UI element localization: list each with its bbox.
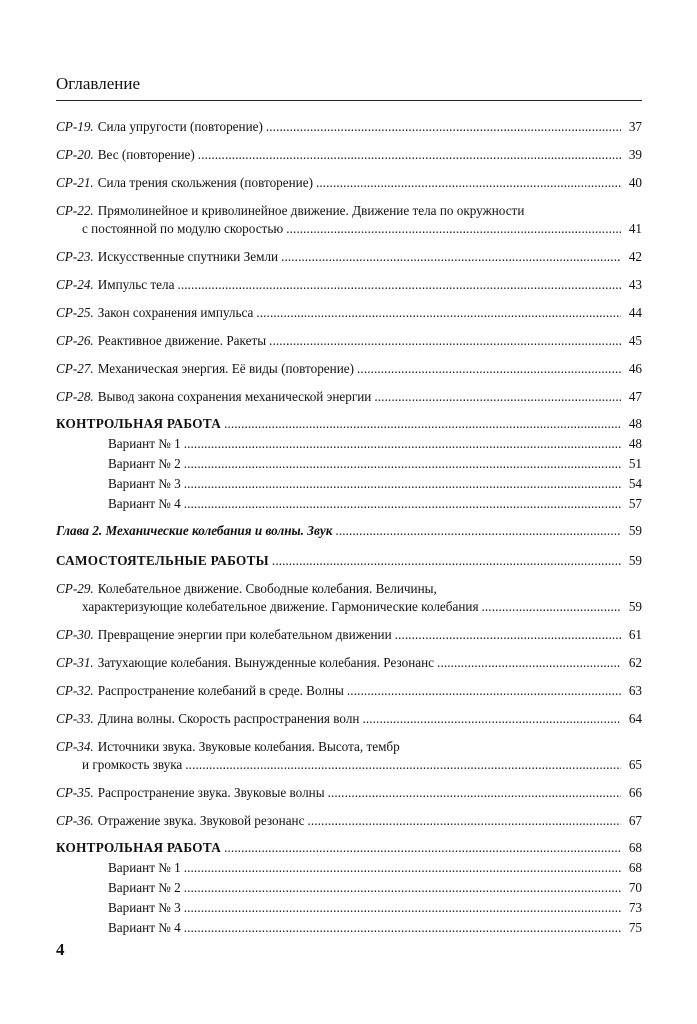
chapter-title: Глава 2. Механические колебания и волны. Звук (56, 523, 333, 538)
toc-entry-page: 37 (628, 119, 642, 134)
dot-leader (184, 899, 621, 917)
dot-leader (316, 174, 621, 192)
toc-entry-title: характеризующие колебательное движение. Гармонические колебания (82, 599, 479, 614)
toc-entry-page: 48 (628, 436, 642, 451)
variant-title: Вариант № 4 (108, 920, 181, 935)
dot-leader (335, 522, 621, 540)
toc-entry-page: 57 (628, 496, 642, 511)
toc-entry-page: 63 (628, 683, 642, 698)
toc-entry-page: 65 (628, 757, 642, 772)
toc-entry-page: 47 (628, 389, 642, 404)
toc-entry[interactable] (56, 455, 642, 473)
toc-entry-page: 59 (628, 523, 642, 538)
toc-entry-title: Искусственные спутники Земли (97, 249, 279, 264)
dot-leader (184, 859, 621, 877)
toc-entry-title: Закон сохранения импульса (97, 305, 254, 320)
variant-title: Вариант № 3 (108, 900, 181, 915)
dot-leader (266, 118, 621, 136)
toc-entry-page: 44 (628, 305, 642, 320)
toc-entry[interactable] (56, 859, 642, 877)
toc-entry-code: СР-28. (56, 389, 94, 404)
toc-entry-code: СР-21. (56, 175, 94, 190)
toc-entry-page: 54 (628, 476, 642, 491)
toc-entry-page: 67 (628, 813, 642, 828)
toc-entry[interactable] (56, 495, 642, 513)
toc-entry-code: СР-19. (56, 119, 94, 134)
toc-entry-code: СР-30. (56, 627, 94, 642)
toc-entry-title: Колебательное движение. Свободные колебания. Величины, (97, 581, 437, 596)
dot-leader (184, 455, 621, 473)
dot-leader (482, 598, 621, 616)
toc-entry-page: 39 (628, 147, 642, 162)
toc-entry-title: Распространение звука. Звуковые волны (97, 785, 325, 800)
toc-entry-title: с постоянной по модулю скоростью (82, 221, 284, 236)
toc-entry-page: 70 (628, 880, 642, 895)
toc-entry-title: Превращение энергии при колебательном движении (97, 627, 392, 642)
toc-entry-page: 68 (628, 840, 642, 855)
dot-leader (184, 879, 621, 897)
toc-entry[interactable] (56, 839, 642, 857)
toc-entry-page: 45 (628, 333, 642, 348)
dot-leader (437, 654, 621, 672)
toc-entry-code: СР-33. (56, 711, 94, 726)
toc-entry[interactable] (56, 919, 642, 937)
toc-entry[interactable] (56, 360, 642, 378)
toc-entry-title: Отражение звука. Звуковой резонанс (97, 813, 305, 828)
page-header-title: Оглавление (56, 74, 140, 93)
toc-entry-title: Длина волны. Скорость распространения волн (97, 711, 360, 726)
toc-entry-page: 62 (628, 655, 642, 670)
toc-entry[interactable] (56, 522, 642, 540)
variant-title: Вариант № 2 (108, 456, 181, 471)
section-heading: САМОСТОЯТЕЛЬНЫЕ РАБОТЫ (56, 553, 269, 568)
dot-leader (307, 812, 621, 830)
toc-entry-page: 73 (628, 900, 642, 915)
variant-title: Вариант № 3 (108, 476, 181, 491)
toc-entry-page: 66 (628, 785, 642, 800)
dot-leader (185, 756, 621, 774)
toc-entry-code: СР-34. (56, 739, 94, 754)
table-of-contents (56, 118, 642, 937)
dot-leader (177, 276, 621, 294)
toc-entry[interactable] (56, 415, 642, 433)
page-number: 4 (56, 940, 65, 959)
dot-leader (198, 146, 621, 164)
toc-entry-page: 68 (628, 860, 642, 875)
variant-title: Вариант № 1 (108, 860, 181, 875)
toc-entry[interactable] (56, 146, 642, 164)
toc-entry-title: Прямолинейное и криволинейное движение. Движение тела по окружности (97, 203, 525, 218)
toc-entry-page: 61 (628, 627, 642, 642)
dot-leader (362, 710, 621, 728)
toc-entry-page: 41 (628, 221, 642, 236)
toc-entry-code: СР-20. (56, 147, 94, 162)
toc-entry-title: Источники звука. Звуковые колебания. Высота, тембр (97, 739, 400, 754)
toc-entry-code: СР-32. (56, 683, 94, 698)
toc-entry-title: Распространение колебаний в среде. Волны (97, 683, 344, 698)
toc-entry-code: СР-29. (56, 581, 94, 596)
toc-entry-page: 75 (628, 920, 642, 935)
toc-entry-title: Вес (повторение) (97, 147, 195, 162)
dot-leader (224, 839, 621, 857)
toc-entry-title: Реактивное движение. Ракеты (97, 333, 267, 348)
toc-entry-code: СР-26. (56, 333, 94, 348)
toc-entry-page: 46 (628, 361, 642, 376)
toc-entry-code: СР-23. (56, 249, 94, 264)
toc-entry[interactable] (56, 475, 642, 493)
toc-entry-code: СР-25. (56, 305, 94, 320)
header-rule (56, 100, 642, 101)
toc-entry[interactable] (56, 118, 642, 136)
dot-leader (286, 220, 621, 238)
toc-entry[interactable] (56, 812, 642, 830)
toc-entry-page: 40 (628, 175, 642, 190)
toc-entry-code: СР-31. (56, 655, 94, 670)
toc-entry[interactable] (56, 388, 642, 406)
toc-entry-code: СР-35. (56, 785, 94, 800)
section-heading: КОНТРОЛЬНАЯ РАБОТА (56, 840, 222, 855)
toc-entry-title: Импульс тела (97, 277, 175, 292)
toc-entry-code: СР-36. (56, 813, 94, 828)
toc-entry-page: 51 (628, 456, 642, 471)
toc-entry-page: 43 (628, 277, 642, 292)
toc-entry-title: Сила трения скольжения (повторение) (97, 175, 313, 190)
toc-entry[interactable] (56, 682, 642, 700)
toc-entry[interactable] (56, 304, 642, 322)
toc-entry[interactable] (56, 332, 642, 350)
toc-entry-page: 42 (628, 249, 642, 264)
toc-entry[interactable] (56, 654, 642, 672)
toc-entry-title: Вывод закона сохранения механической энергии (97, 389, 372, 404)
toc-entry[interactable] (56, 710, 642, 728)
toc-entry[interactable] (56, 784, 642, 802)
toc-entry[interactable] (56, 276, 642, 294)
dot-leader (269, 332, 621, 350)
dot-leader (184, 475, 621, 493)
toc-entry[interactable] (56, 435, 642, 453)
dot-leader (256, 304, 621, 322)
section-heading: КОНТРОЛЬНАЯ РАБОТА (56, 416, 222, 431)
variant-title: Вариант № 1 (108, 436, 181, 451)
toc-entry-page: 59 (628, 553, 642, 568)
variant-title: Вариант № 2 (108, 880, 181, 895)
dot-leader (184, 919, 621, 937)
dot-leader (272, 552, 621, 570)
dot-leader (184, 435, 621, 453)
toc-entry[interactable] (56, 899, 642, 917)
dot-leader (374, 388, 621, 406)
toc-entry-page: 64 (628, 711, 642, 726)
toc-entry-page: 59 (628, 599, 642, 614)
toc-entry-page: 48 (628, 416, 642, 431)
toc-entry[interactable] (56, 174, 642, 192)
toc-entry[interactable] (56, 626, 642, 644)
dot-leader (395, 626, 621, 644)
toc-entry[interactable] (56, 580, 642, 616)
dot-leader (347, 682, 621, 700)
toc-entry-title: Затухающие колебания. Вынужденные колебания. Резонанс (97, 655, 435, 670)
dot-leader (357, 360, 621, 378)
toc-entry[interactable] (56, 738, 642, 774)
toc-entry-title: и громкость звука (82, 757, 183, 772)
toc-entry[interactable] (56, 202, 642, 238)
dot-leader (328, 784, 621, 802)
toc-entry-code: СР-27. (56, 361, 94, 376)
dot-leader (281, 248, 621, 266)
dot-leader (184, 495, 621, 513)
toc-entry[interactable] (56, 879, 642, 897)
variant-title: Вариант № 4 (108, 496, 181, 511)
dot-leader (224, 415, 621, 433)
toc-entry[interactable] (56, 248, 642, 266)
toc-entry-title: Механическая энергия. Её виды (повторение) (97, 361, 355, 376)
toc-entry-code: СР-22. (56, 203, 94, 218)
toc-entry[interactable] (56, 552, 642, 570)
toc-entry-code: СР-24. (56, 277, 94, 292)
toc-entry-title: Сила упругости (повторение) (97, 119, 263, 134)
